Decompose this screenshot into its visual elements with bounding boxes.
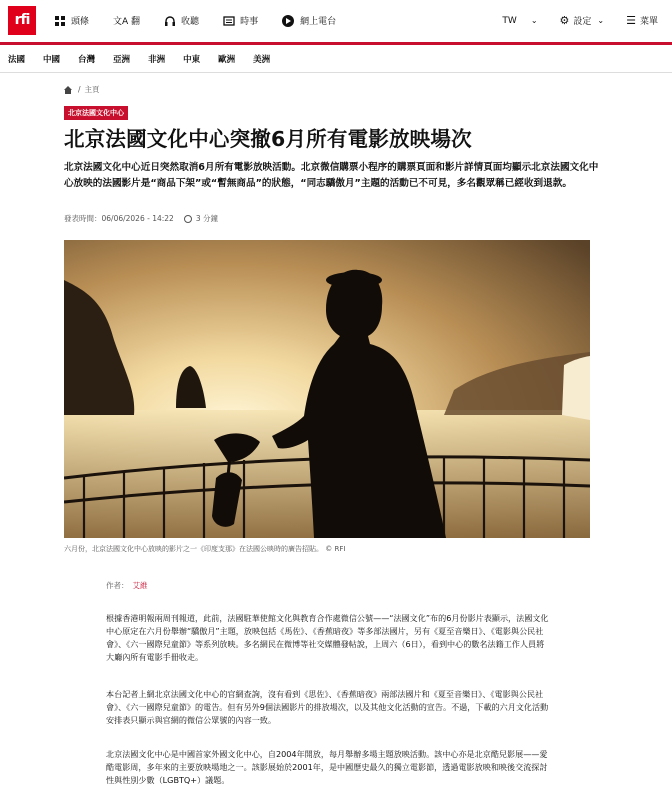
chevron-down-icon: ⌄ (597, 16, 605, 25)
article-meta (64, 213, 218, 224)
author-line (106, 580, 148, 591)
newspaper-icon (223, 15, 235, 27)
language-selector[interactable] (502, 16, 537, 26)
read-time: 3 分鐘 (195, 214, 218, 223)
live-radio-button[interactable] (282, 14, 336, 27)
article-title: 北京法國文化中心突撤6月所有電影放映場次 (64, 127, 472, 151)
top-nav (54, 14, 360, 27)
play-icon (282, 15, 294, 27)
article-paragraph: 根據香港明報兩周刊報道，此前，法國駐華使館文化與教育合作處微信公號——“法國文化”布的6月份影片表顯示，法國文化中心原定在六月份舉辦“驕傲月”主題，放映包括《馬佐》、《香蕉暗夜》等多部法國片，另有《夏至音樂日》、《電影與公民社會》、《六一國際兒童節》等系列放映。多名網民在微博等社交媒體發帖說，上周六（6日），看到中心的數名法籍工作人員將大廳內所有電影手冊收走。 (106, 613, 549, 662)
article-lead: 北京法國文化中心近日突然取消6月所有電影放映活動。北京微信購票小程序的購票頁面和影片詳情頁面均顯示北京法國文化中心放映的法國影片是“商品下架”或“暫無商品”的狀態，“同志驕傲月”主題的活動已不可見，多名觀眾稱已經收到退款。 (64, 162, 599, 189)
settings-label: 設定 (573, 17, 592, 27)
article-photo (64, 240, 590, 538)
nav-translate-label: 文A 翻 (113, 17, 141, 27)
settings-button[interactable] (560, 14, 605, 27)
region-europe[interactable]: 歐洲 (218, 54, 236, 65)
nav-listen[interactable] (164, 14, 199, 27)
menu-label: 菜單 (639, 17, 658, 27)
article-paragraph: 本台記者上網北京法國文化中心的官網查詢，沒有看到《思佐》、《香蕉暗夜》兩部法國片和《夏至音樂日》、《電影與公民社會》、《六一國際兒童節》的電告。但有另外9個法國影片的排放場次，以及其他文化活動的宣告。不過，下載的六月文化活動安排表只顯示與官網的微信公眾號的內容一致。 (106, 689, 549, 725)
region-americas[interactable]: 美洲 (253, 54, 271, 65)
nav-listen-label: 收聽 (181, 17, 200, 27)
home-icon[interactable] (64, 86, 72, 94)
region-china[interactable]: 中國 (43, 54, 61, 65)
nav-translate[interactable] (113, 14, 140, 27)
gear-icon: ⚙ (559, 14, 570, 27)
region-africa[interactable]: 非洲 (148, 54, 166, 65)
nav-news-label: 時事 (240, 17, 259, 27)
clock-icon (184, 215, 192, 223)
region-taiwan[interactable]: 台灣 (78, 54, 96, 65)
rfi-logo[interactable]: rfi (8, 6, 36, 35)
photo-caption: 六月份，北京法國文化中心放映的影片之一《印度支那》在法國公映時的廣告招貼。 © RFI (64, 545, 346, 553)
published-label: 發表時間： (64, 214, 102, 223)
region-nav (0, 45, 672, 73)
nav-news[interactable] (223, 14, 258, 27)
published-date: 06/06/2026 - 14:22 (101, 214, 174, 223)
headphones-icon (164, 15, 176, 27)
region-france[interactable]: 法國 (8, 54, 26, 65)
chevron-down-icon: ⌄ (530, 16, 538, 25)
region-middle-east[interactable]: 中東 (183, 54, 201, 65)
right-nav (480, 14, 658, 27)
nav-headlines[interactable] (54, 14, 89, 27)
author-label: 作者： (106, 581, 129, 590)
breadcrumb (64, 84, 100, 95)
article-paragraph: 北京法國文化中心是中國首家外國文化中心，自2004年開放，每月舉辦多場主題放映活動。該中心亦是北京酷兒影展——愛酷電影周，多年來的主要放映場地之一。該影展始於2001年，是中國歷史最久的獨立電影節，透過電影放映和映後交流探討性與性別少數（LGBTQ+）議題。 (106, 749, 548, 785)
live-radio-label: 網上電台 (300, 17, 337, 27)
menu-button[interactable] (626, 14, 658, 27)
author-name[interactable]: 艾維 (132, 581, 148, 590)
breadcrumb-home-link[interactable]: 主頁 (84, 85, 100, 94)
category-tag[interactable]: 北京法國文化中心 (64, 106, 128, 120)
breadcrumb-separator: / (78, 85, 81, 94)
top-header (0, 0, 672, 42)
region-asia[interactable]: 亞洲 (113, 54, 131, 65)
grid-icon (54, 15, 66, 27)
language-label: TW (502, 15, 517, 26)
nav-headlines-label: 頭條 (71, 17, 90, 27)
hamburger-icon: ☰ (626, 14, 636, 27)
